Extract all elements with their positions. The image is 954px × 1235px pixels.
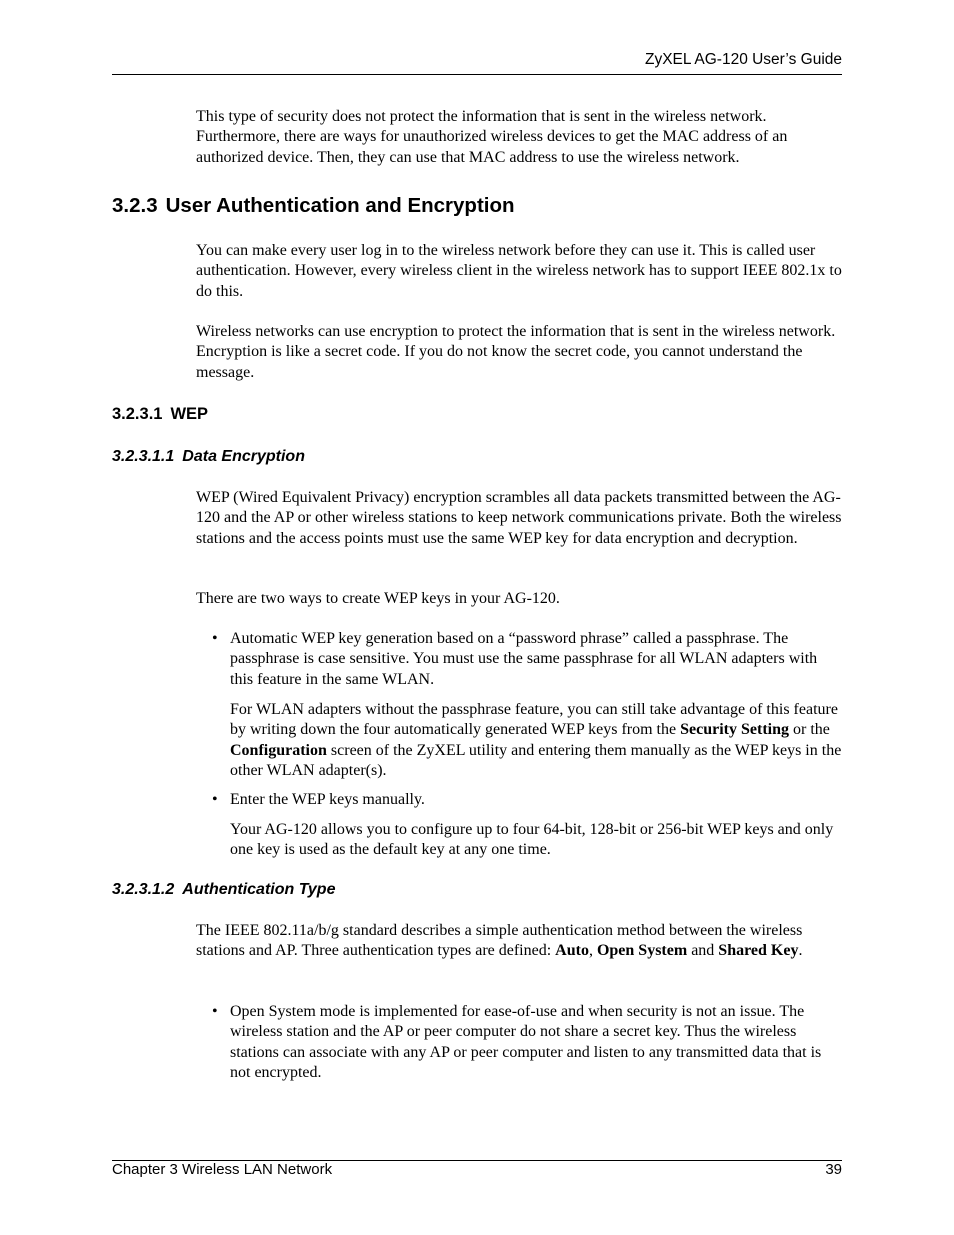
bullet-icon: • [212,1003,218,1020]
header-title: ZyXEL AG-120 User’s Guide [645,51,842,68]
para-text: , [588,942,597,960]
heading-title: Authentication Type [182,881,336,898]
note-bold-configuration: Configuration [230,741,327,759]
section-paragraph-1: You can make every user log in to the wireless network before they can use it. This is called user authentication. However, every wireless client in the wireless network has to support IEEE 802.1x to do this. [196,242,842,300]
footer-chapter: Chapter 3 Wireless LAN Network [112,1161,333,1178]
intro-paragraph: This type of security does not protect the information that is sent in the wireless network. Furthermore, there are ways for unauthorized wireless devices to get the MAC address of an authorized device. Then, they can use that MAC address to use the wireless network. [196,108,788,166]
note-text: or the [788,721,830,739]
bullet-passphrase: Automatic WEP key generation based on a “password phrase” called a passphrase. The passphrase is case sensitive. You must use the same passphrase for all WLAN adapters with this feature in the same WLAN. [230,630,818,688]
authentication-type-paragraph [196,921,846,962]
bullet-manual-note: Your AG-120 allows you to configure up to four 64-bit, 128-bit or 256-bit WEP keys and only one key is used as the default key at any one time. [230,821,834,859]
note-text: screen of the ZyXEL utility and entering them manually as the WEP keys in the other WLAN adapter(s). [230,741,842,780]
subsection-title: WEP [170,405,209,423]
section-number: 3.2.3 [112,194,158,217]
bullet-icon: • [212,630,218,647]
subsection-number: 3.2.3.1 [112,405,163,423]
subsection-heading-wep [112,405,208,424]
section-paragraph-2: Wireless networks can use encryption to protect the information that is sent in the wireless network. Encryption is like a secret code. If you do not know the secret code, you cannot understand the message. [196,323,836,381]
heading-data-encryption [112,448,305,466]
note-bold-security-setting: Security Setting [680,721,789,739]
bullet-icon: • [212,791,218,808]
data-encryption-paragraph-2: There are two ways to create WEP keys in your AG-120. [196,590,560,607]
para-text: and [687,942,719,960]
section-title: User Authentication and Encryption [165,194,515,217]
heading-authentication-type [112,881,335,899]
para-bold-open-system: Open System [596,942,688,960]
header-rule [112,74,842,75]
para-bold-auto: Auto [555,942,589,960]
bullet-manual: Enter the WEP keys manually. [230,791,425,808]
heading-number: 3.2.3.1.1 [112,448,175,465]
footer-page-number: 39 [825,1161,842,1178]
section-heading [112,194,515,218]
data-encryption-paragraph-1: WEP (Wired Equivalent Privacy) encryption scrambles all data packets transmitted between the AG-120 and the AP or other wireless stations to keep network communications private. Both the wireless stations and the access points must use the same WEP key for data encryption and decryption. [196,489,842,547]
note-text: For WLAN adapters without the passphrase feature, you can still take advantage of this feature by writing down the four automatically generated WEP keys from the [230,701,838,739]
para-text: . [798,942,803,960]
bullet-passphrase-note [230,700,842,782]
heading-title: Data Encryption [182,448,305,465]
para-text: The IEEE 802.11a/b/g standard describes a simple authentication method between the wireless stations and AP. Three authentication types are defined: [196,922,803,960]
bullet-open-system: Open System mode is implemented for ease-of-use and when security is not an issue. The wireless station and the AP or peer computer do not share a secret key. Thus the wireless stations can associate with any AP or peer computer and listen to any transmitted data that is not encrypted. [230,1003,822,1082]
heading-number: 3.2.3.1.2 [112,881,175,898]
para-bold-shared-key: Shared Key [718,942,799,960]
